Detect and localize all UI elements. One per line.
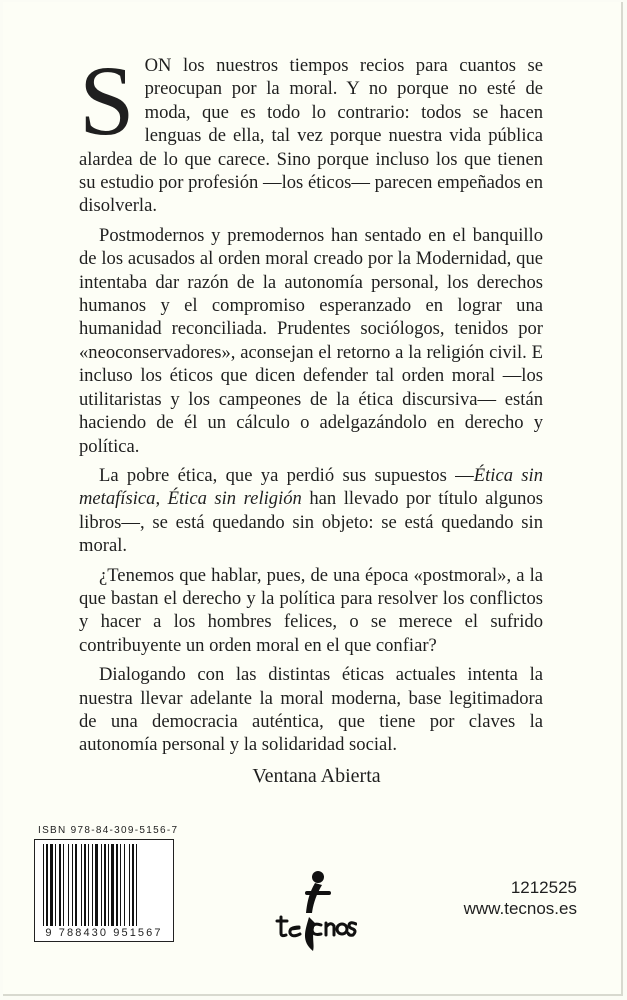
barcode-bar (72, 844, 73, 926)
barcode (34, 839, 174, 942)
barcode-bar (111, 844, 114, 926)
barcode-bar (88, 844, 89, 926)
book-title-2: Ética sin religión (167, 488, 302, 510)
barcode-bar (68, 844, 69, 926)
product-code: 1212525 (510, 878, 577, 897)
barcode-bar (124, 844, 125, 926)
barcode-bar (132, 844, 134, 926)
barcode-bar (120, 844, 121, 926)
barcode-bar (63, 844, 64, 926)
barcode-bar (59, 844, 61, 926)
barcode-bar (43, 844, 44, 926)
barcode-bar (81, 844, 82, 926)
paragraph-5: Dialogando con las distintas éticas actuales intenta la nuestra llevar adelante la moral moderna, base legitimadora de una democracia auténtica, que tiene por claves la autonomía personal y la solidaridad social. (79, 664, 543, 756)
drop-cap: S (79, 45, 135, 156)
barcode-bar (129, 844, 130, 926)
product-code-block (464, 877, 577, 919)
paragraph-4: ¿Tenemos que hablar, pues, de una época «postmoral», a la que bastan el derecho y la política para resolver los conflictos y hacer a los hombres felices, o se merece el sufrido contribuyente un orden moral en el que confiar? (79, 564, 543, 656)
barcode-bar (95, 844, 98, 926)
barcode-bar (104, 844, 106, 926)
barcode-bar (50, 844, 53, 926)
barcode-bar (75, 844, 77, 926)
barcode-bar (92, 844, 93, 926)
barcode-digits: 9 788430 951567 (45, 927, 163, 939)
barcode-bar (108, 844, 109, 926)
isbn-label: ISBN 978-84-309-5156-7 (38, 825, 179, 836)
barcode-bars (43, 844, 167, 926)
paragraph-2: Postmodernos y premodernos han sentado en el banquillo de los acusados al orden moral creado por la Modernidad, que intentaba dar razón de la autonomía personal, los derechos humanos y el compromiso esperanzado en lograr una humanidad reconciliada. Prudentes sociólogos, tenidos por «neoconservadores», aconsejan el retorno a la religión civil. E incluso los éticos que dicen defender tal orden moral —los utilitaristas y los campeones de la ética discursiva— están haciendo de él un cálculo o adelgazándolo en derecho y política. (79, 224, 543, 457)
tecnos-logo (275, 867, 357, 957)
book-title-1: Ética sin metafísica (79, 464, 543, 510)
barcode-bar (55, 844, 56, 926)
paragraph-1: SON los nuestros tiempos recios para cuantos se preocupan por la moral. Y no porque no esté de moda, que es todo lo contrario: todos se hacen lenguas de ella, tal vez porque nuestra vida pública alardea de lo que carece. Sino porque incluso los que tienen su estudio por profesión —los éticos— parecen empeñados en disolverla. (79, 45, 543, 217)
back-cover (3, 2, 623, 996)
barcode-bar (116, 844, 118, 926)
publisher-website[interactable]: www.tecnos.es (463, 899, 577, 918)
barcode-bar (84, 844, 86, 926)
paragraph-3: La pobre ética, que ya perdió sus supuestos —Ética sin metafísica, Ética sin religión han llevado por título algunos libros—, se está quedando sin objeto: se está quedando sin moral. (79, 464, 543, 557)
barcode-bar (136, 844, 137, 926)
barcode-bar (101, 844, 102, 926)
barcode-bar (46, 844, 48, 926)
series-name: Ventana Abierta (252, 765, 381, 787)
synopsis-text (79, 45, 543, 763)
